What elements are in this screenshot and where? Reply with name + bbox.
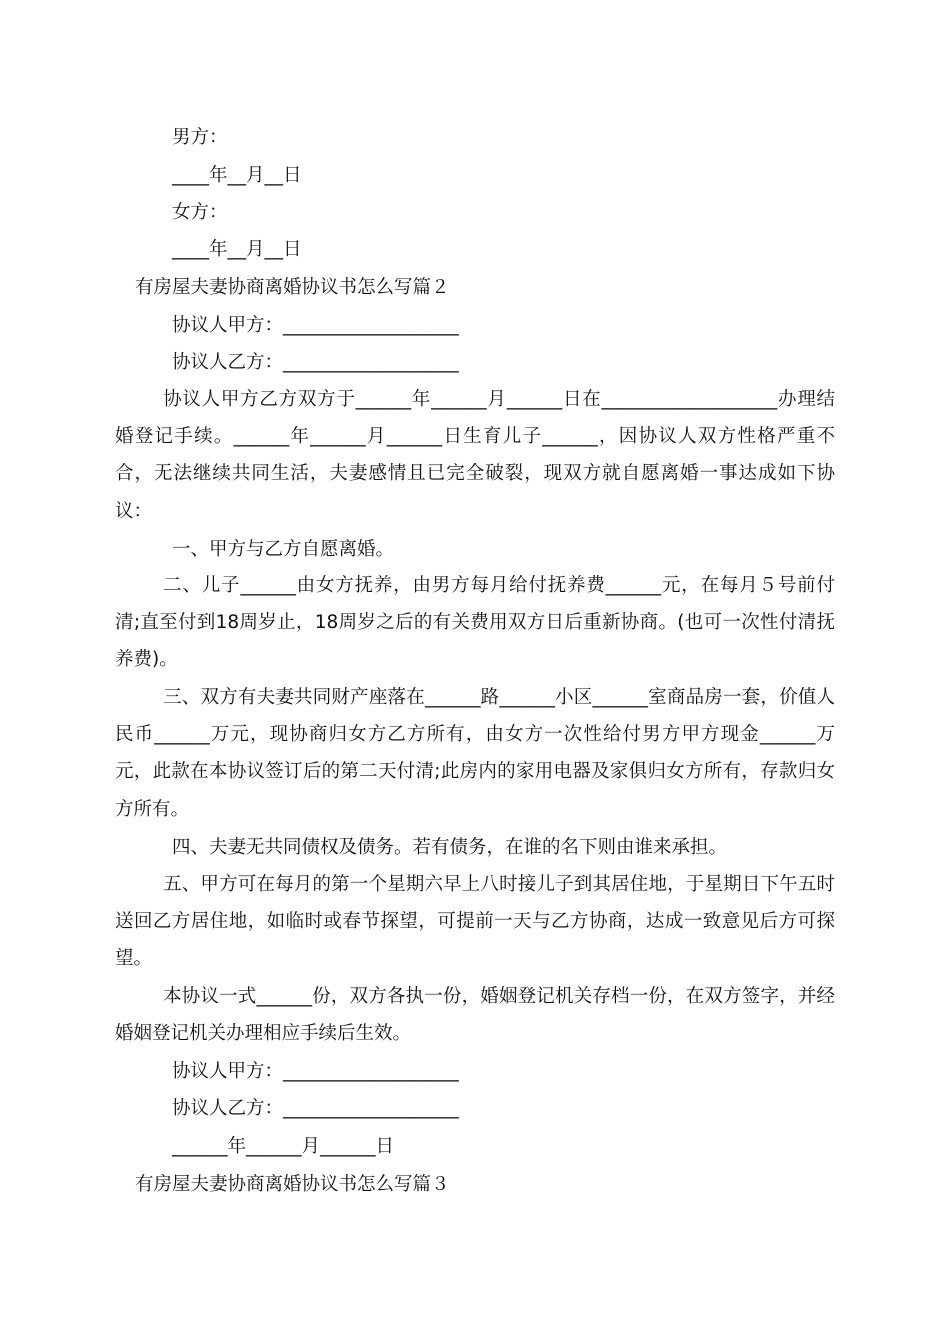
intro-paragraph: 协议人甲方乙方双方于______年______月______日在___________________办理结婚登记手续。______年______月______日生育儿子______，因协议人双方性格严重不合，无法继续共同生活，夫妻感情且已完全破裂，现双方就自愿离婚一事达成如下协议： [115, 389, 835, 522]
section-2-title: 有房屋夫妻协商离婚协议书怎么写篇２ [135, 277, 450, 298]
closing-paragraph: 本协议一式______份，双方各执一份，婚姻登记机关存档一份，在双方签字，并经婚姻登记机关办理相应手续后生效。 [115, 986, 835, 1045]
male-signature-date: ____年__月__日 [172, 165, 302, 186]
clause-1: 一、甲方与乙方自愿离婚。 [172, 539, 395, 560]
female-signature-label: 女方： [172, 202, 228, 223]
party-b-field: 协议人乙方：___________________ [172, 352, 459, 373]
clause-3: 三、双方有夫妻共同财产座落在______路______小区______室商品房一套，价值人民币______万元，现协商归女方乙方所有，由女方一次性给付男方甲方现金______万元，此款在本协议签订后的第二天付清;此房内的家用电器及家俱归女方所有，存款归女方所有。 [115, 687, 835, 820]
section-3-title: 有房屋夫妻协商离婚协议书怎么写篇３ [135, 1174, 450, 1195]
clause-4: 四、夫妻无共同债权及债务。若有债务，在谁的名下则由谁来承担。 [172, 837, 728, 858]
sign-party-b-field: 协议人乙方：___________________ [172, 1098, 459, 1119]
female-signature-date: ____年__月__日 [172, 239, 302, 260]
sign-date-field: ______年______月______日 [172, 1136, 395, 1157]
clause-5: 五、甲方可在每月的第一个星期六早上八时接儿子到其居住地，于星期日下午五时送回乙方居住地，如临时或春节探望，可提前一天与乙方协商，达成一致意见后方可探望。 [115, 874, 835, 970]
clause-2: 二、儿子______由女方抚养，由男方每月给付抚养费______元，在每月５号前付清;直至付到18周岁止，18周岁之后的有关费用双方日后重新协商。(也可一次性付清抚养费)。 [115, 575, 835, 671]
sign-party-a-field: 协议人甲方：___________________ [172, 1061, 459, 1082]
male-signature-label: 男方： [172, 127, 228, 148]
party-a-field: 协议人甲方：___________________ [172, 315, 459, 336]
